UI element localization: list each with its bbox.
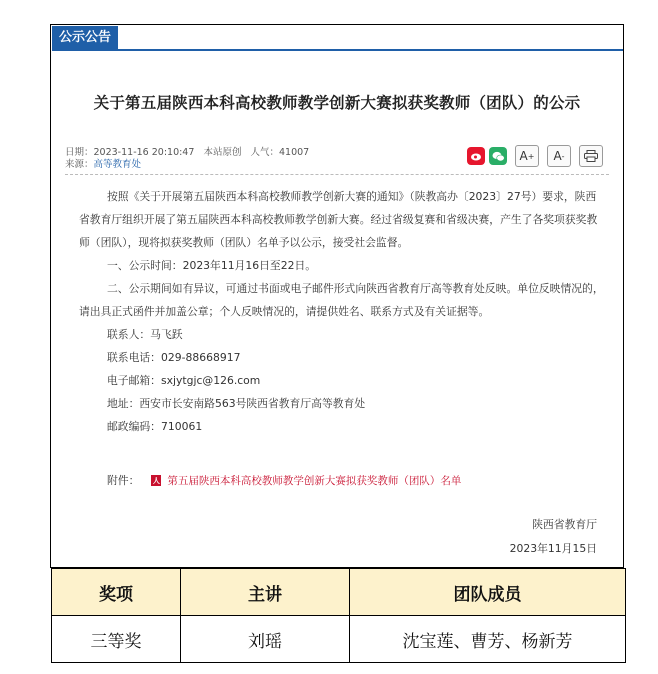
header-award: 奖项: [52, 569, 181, 616]
source-link[interactable]: 高等教育处: [93, 159, 142, 170]
origin-label: 本站原创: [203, 147, 242, 158]
attachment-label: 附件：: [107, 474, 140, 487]
font-increase-sup: +: [527, 151, 535, 161]
cell-team-members: 沈宝莲、曹芳、杨新芳: [350, 616, 626, 663]
pdf-icon: 人: [152, 476, 160, 485]
article-toolbar: [463, 145, 603, 167]
header-lecturer: 主讲: [181, 569, 350, 616]
article-body: [79, 185, 607, 438]
paragraph-objection: 二、公示期间如有异议，可通过书面或电子邮件形式向陕西省教育厅高等教育处反映。单位反映情况的，请出具正式函件并加盖公章；个人反映情况的，请提供姓名、联系方式及有关证据等。: [79, 282, 604, 318]
weibo-share-icon[interactable]: [467, 147, 485, 165]
page-title: 关于第五届陕西本科高校教师教学创新大赛拟获奖教师（团队）的公示: [93, 94, 581, 112]
font-decrease-label: A: [553, 149, 562, 163]
article-meta: [65, 147, 315, 171]
publish-date: 日期：2023-11-16 20:10:47: [65, 147, 195, 158]
cell-lecturer: 刘瑶: [181, 616, 350, 663]
award-table: [51, 568, 626, 663]
section-tag[interactable]: 公示公告: [52, 26, 118, 50]
contact-person: 联系人：马飞跃: [107, 328, 183, 341]
contact-address: 地址：西安市长安南路563号陕西省教育厅高等教育处: [107, 397, 366, 410]
print-button[interactable]: [579, 145, 603, 167]
meta-divider: [65, 174, 609, 175]
signature-date: 2023年11月15日: [509, 542, 597, 555]
print-icon: [584, 150, 598, 162]
section-divider: [52, 49, 623, 51]
notice-panel: [50, 24, 624, 568]
attachment-link[interactable]: 第五届陕西本科高校教师教学创新大赛拟获奖教师（团队）名单: [167, 475, 462, 487]
signature-org: 陕西省教育厅: [532, 518, 597, 531]
contact-postcode: 邮政编码：710061: [107, 420, 203, 433]
paragraph-period: 一、公示时间：2023年11月16日至22日。: [107, 259, 317, 272]
table-row: [52, 616, 626, 663]
font-increase-label: A: [519, 149, 528, 163]
cell-award: 三等奖: [52, 616, 181, 663]
header-team-members: 团队成员: [350, 569, 626, 616]
font-decrease-sup: -: [561, 151, 565, 161]
source-prefix: 来源：: [65, 159, 94, 170]
font-increase-button[interactable]: [515, 145, 539, 167]
view-count: 人气：41007: [250, 147, 310, 158]
award-table-header: [52, 569, 626, 616]
contact-phone: 联系电话：029-88668917: [107, 351, 241, 364]
wechat-share-icon[interactable]: [489, 147, 507, 165]
font-decrease-button[interactable]: [547, 145, 571, 167]
contact-email: 电子邮箱：sxjytgjc@126.com: [107, 374, 261, 387]
attachment-row: [107, 473, 461, 488]
paragraph-intro: 按照《关于开展第五届陕西本科高校教师教学创新大赛的通知》（陕教高办〔2023〕27号）要求，陕西省教育厅组织开展了第五届陕西本科高校教师教学创新大赛。经过省级复赛和省级决赛，产生了各奖项获奖教师（团队），现将拟获奖教师（团队）名单予以公示，接受社会监督。: [79, 190, 598, 249]
